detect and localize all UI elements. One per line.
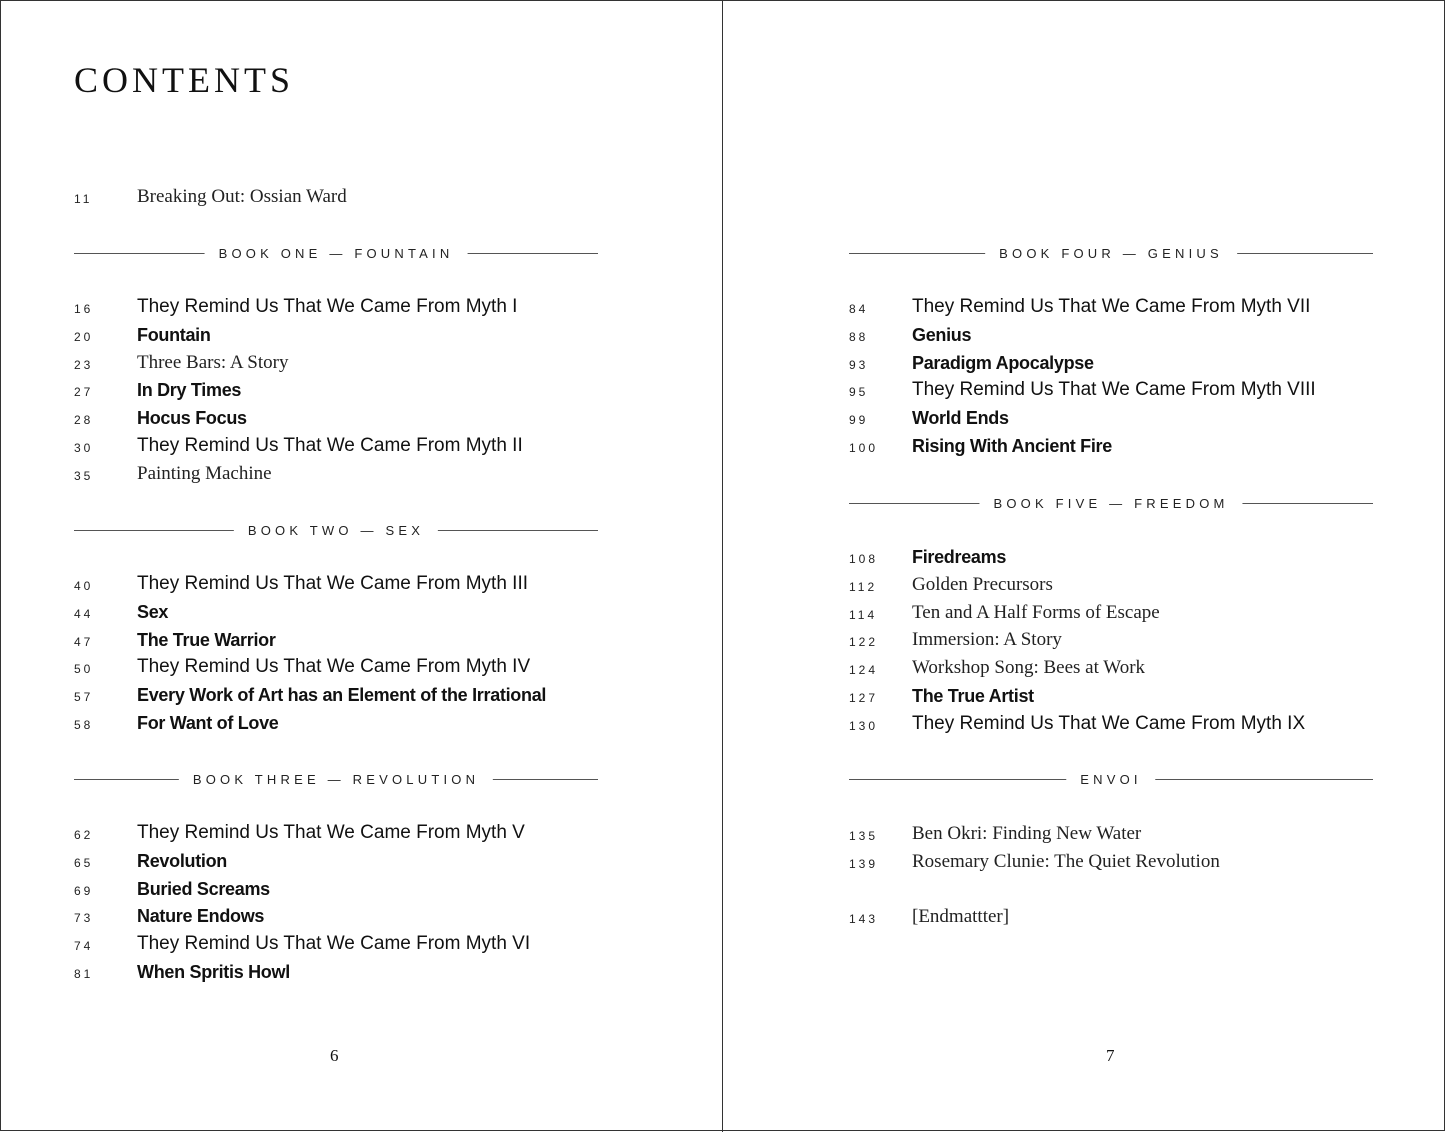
entry-title: Firedreams (912, 547, 1007, 567)
toc-entry[interactable] (74, 959, 598, 985)
entry-title: In Dry Times (137, 380, 242, 401)
section-heading: BOOK FOUR — GENIUS (985, 244, 1237, 264)
toc-entry[interactable] (849, 377, 1373, 403)
toc-entry[interactable] (74, 377, 598, 403)
toc-entry[interactable] (849, 821, 1373, 847)
section-heading: BOOK THREE — REVOLUTION (179, 770, 493, 790)
entry-title: Revolution (137, 850, 227, 871)
toc-entry[interactable] (74, 599, 598, 625)
section-divider-book-one (74, 244, 598, 264)
entry-page-number: 73 (74, 911, 94, 926)
entry-title: They Remind Us That We Came From Myth IX (912, 712, 1306, 734)
entry-page-number: 100 (849, 441, 879, 455)
entry-title: Three Bars: A Story (137, 351, 289, 373)
toc-entry[interactable] (849, 294, 1373, 320)
entry-page-number: 44 (74, 606, 94, 621)
toc-entry[interactable] (74, 876, 598, 902)
entry-page-number: 62 (74, 828, 94, 842)
toc-entry[interactable] (74, 848, 598, 874)
entry-page-number: 27 (74, 385, 94, 400)
toc-entry[interactable] (74, 571, 598, 597)
entry-page-number: 65 (74, 855, 94, 870)
entry-page-number: 69 (74, 883, 94, 898)
toc-entry[interactable] (849, 655, 1373, 681)
section-divider-book-three (74, 770, 598, 790)
entry-page-number: 139 (849, 856, 879, 871)
entry-title: Fountain (137, 324, 211, 345)
entry-page-number: 23 (74, 357, 94, 372)
entry-title: They Remind Us That We Came From Myth VIII (912, 379, 1316, 401)
entry-title: Immersion: A Story (912, 629, 1062, 651)
section-divider-book-four (849, 244, 1373, 264)
entry-title: They Remind Us That We Came From Myth VII (912, 296, 1311, 317)
toc-entry[interactable] (74, 903, 598, 929)
entry-page-number: 88 (849, 329, 869, 344)
entry-title: Golden Precursors (912, 573, 1053, 595)
entry-page-number: 40 (74, 579, 94, 593)
entry-page-number: 124 (849, 663, 879, 678)
entry-page-number: 30 (74, 441, 94, 455)
entry-title: For Want of Love (137, 713, 279, 733)
entry-page-number: 127 (849, 691, 879, 705)
entry-page-number: 50 (74, 662, 94, 677)
entry-page-number: 143 (849, 912, 879, 926)
entry-title: Ten and A Half Forms of Escape (912, 601, 1160, 623)
page-number-right: 7 (1106, 1046, 1115, 1065)
section-divider-book-five (849, 494, 1373, 514)
entry-title: They Remind Us That We Came From Myth VI (137, 933, 531, 955)
toc-entry[interactable] (849, 350, 1373, 376)
entry-title: [Endmattter] (912, 906, 1010, 927)
section-heading: BOOK TWO — SEX (234, 521, 438, 541)
contents-title: CONTENTS (74, 60, 294, 100)
entry-page-number: 130 (849, 718, 879, 733)
toc-entry[interactable] (74, 433, 598, 459)
entry-page-number: 58 (74, 718, 94, 732)
toc-entry[interactable] (74, 322, 598, 348)
toc-entry-endmatter[interactable] (849, 904, 1373, 930)
entry-page-number: 114 (849, 607, 878, 622)
entry-title: Painting Machine (137, 462, 272, 484)
entry-title: They Remind Us That We Came From Myth IV (137, 656, 531, 678)
entry-page-number: 84 (849, 302, 869, 316)
entry-title: Rosemary Clunie: The Quiet Revolution (912, 850, 1220, 872)
entry-title: Every Work of Art has an Element of the Irrational (137, 685, 547, 706)
toc-entry[interactable] (849, 544, 1373, 570)
entry-title: They Remind Us That We Came From Myth V (137, 822, 525, 843)
toc-entry[interactable] (74, 405, 598, 431)
toc-entry[interactable] (849, 711, 1373, 737)
toc-entry[interactable] (849, 433, 1373, 459)
left-page (74, 1, 598, 1132)
right-page (849, 1, 1373, 1132)
toc-entry[interactable] (849, 627, 1373, 653)
toc-entry[interactable] (74, 294, 598, 320)
entry-title: Ben Okri: Finding New Water (912, 823, 1142, 844)
entry-page-number: 108 (849, 552, 879, 566)
entry-title: Buried Screams (137, 878, 270, 899)
entry-page-number: 93 (849, 357, 869, 372)
entry-page-number: 20 (74, 329, 94, 344)
page-number-left: 6 (330, 1046, 339, 1065)
toc-entry[interactable] (74, 627, 598, 653)
entry-page-number: 95 (849, 385, 869, 400)
entry-page-number: 135 (849, 829, 879, 843)
toc-entry-intro[interactable] (74, 184, 598, 210)
entry-title: Nature Endows (137, 906, 265, 927)
entry-page-number: 11 (74, 192, 93, 206)
toc-entry[interactable] (74, 682, 598, 708)
entry-title: When Spritis Howl (137, 962, 290, 982)
toc-entry[interactable] (849, 849, 1373, 875)
entry-title: They Remind Us That We Came From Myth II (137, 435, 523, 456)
entry-page-number: 81 (74, 967, 94, 981)
entry-page-number: 35 (74, 468, 94, 483)
page-gutter (722, 1, 723, 1132)
entry-page-number: 99 (849, 413, 869, 428)
entry-page-number: 112 (849, 579, 878, 594)
section-heading: BOOK ONE — FOUNTAIN (205, 244, 468, 264)
entry-title: Workshop Song: Bees at Work (912, 657, 1146, 679)
entry-title: They Remind Us That We Came From Myth III (137, 573, 529, 594)
toc-entry[interactable] (74, 931, 598, 957)
toc-entry[interactable] (74, 820, 598, 846)
section-divider-envoi (849, 770, 1373, 790)
section-heading: ENVOI (1066, 770, 1155, 790)
toc-entry[interactable] (849, 600, 1373, 626)
entry-title: Rising With Ancient Fire (912, 436, 1112, 456)
entry-title: Hocus Focus (137, 408, 247, 429)
toc-entry[interactable] (74, 350, 598, 376)
section-heading: BOOK FIVE — FREEDOM (979, 494, 1242, 514)
toc-entry[interactable] (74, 461, 598, 487)
entry-page-number: 16 (74, 302, 94, 316)
entry-title: The True Artist (912, 686, 1034, 706)
toc-entry[interactable] (849, 322, 1373, 348)
entry-page-number: 47 (74, 634, 94, 649)
toc-entry[interactable] (849, 405, 1373, 431)
entry-title: Paradigm Apocalypse (912, 352, 1094, 373)
toc-entry[interactable] (74, 710, 598, 736)
entry-page-number: 28 (74, 413, 94, 428)
toc-entry[interactable] (849, 572, 1373, 598)
section-divider-book-two (74, 521, 598, 541)
entry-page-number: 57 (74, 690, 94, 705)
entry-title: The True Warrior (137, 629, 276, 650)
entry-title: They Remind Us That We Came From Myth I (137, 296, 518, 317)
entry-title: Sex (137, 601, 169, 622)
entry-page-number: 122 (849, 635, 879, 650)
entry-page-number: 74 (74, 939, 94, 954)
toc-entry[interactable] (74, 654, 598, 680)
entry-title: Breaking Out: Ossian Ward (137, 186, 347, 207)
entry-title: Genius (912, 324, 972, 345)
entry-title: World Ends (912, 408, 1009, 429)
toc-entry[interactable] (849, 683, 1373, 709)
